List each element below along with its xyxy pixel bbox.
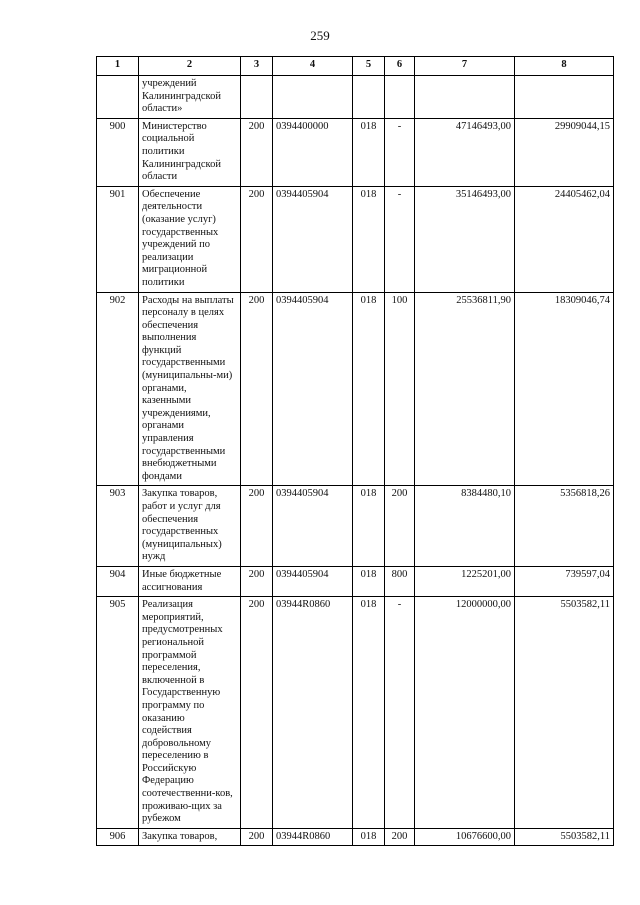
row-number: 900 <box>97 118 139 186</box>
cell-col6: 800 <box>385 566 415 596</box>
cell-col3: 200 <box>241 118 273 186</box>
cell-col6 <box>385 76 415 119</box>
cell-col3 <box>241 76 273 119</box>
cell-col7: 10676600,00 <box>415 828 515 846</box>
cell-col4: 03944R0860 <box>273 597 353 829</box>
row-name: Закупка товаров, работ и услуг для обеспечения государственных (муниципальных) нужд <box>139 486 241 567</box>
column-header: 1 <box>97 57 139 76</box>
row-number: 902 <box>97 292 139 486</box>
cell-col4: 0394400000 <box>273 118 353 186</box>
column-header: 4 <box>273 57 353 76</box>
row-number: 904 <box>97 566 139 596</box>
table-row <box>97 118 614 186</box>
row-name: Расходы на выплаты персоналу в целях обеспечения выполнения функций государственными (муниципальны-ми) органами, казенными учреждениями, органами управления государственными внебюджетными фондами <box>139 292 241 486</box>
row-name: Министерство социальной политики Калининградской области <box>139 118 241 186</box>
column-header: 3 <box>241 57 273 76</box>
cell-col7: 25536811,90 <box>415 292 515 486</box>
cell-col5: 018 <box>353 486 385 567</box>
row-number: 905 <box>97 597 139 829</box>
budget-table <box>96 56 614 846</box>
cell-col8: 5503582,11 <box>515 597 614 829</box>
row-name: Реализация мероприятий, предусмотренных региональной программой переселения, включенной в Государственную программу по оказанию содействия добровольному переселению в Российскую Федерацию соотечественни-ков, проживаю-щих за рубежом <box>139 597 241 829</box>
cell-col5: 018 <box>353 292 385 486</box>
cell-col5: 018 <box>353 118 385 186</box>
cell-col4: 0394405904 <box>273 566 353 596</box>
cell-col5: 018 <box>353 828 385 846</box>
cell-col4: 0394405904 <box>273 292 353 486</box>
column-header: 5 <box>353 57 385 76</box>
cell-col5: 018 <box>353 597 385 829</box>
table-row <box>97 486 614 567</box>
cell-col3: 200 <box>241 597 273 829</box>
cell-col8: 739597,04 <box>515 566 614 596</box>
cell-col6: - <box>385 118 415 186</box>
cell-col3: 200 <box>241 566 273 596</box>
page-number: 259 <box>310 28 330 43</box>
cell-col7: 47146493,00 <box>415 118 515 186</box>
column-header: 2 <box>139 57 241 76</box>
row-number: 906 <box>97 828 139 846</box>
cell-col6: - <box>385 186 415 292</box>
cell-col4: 0394405904 <box>273 486 353 567</box>
cell-col7: 12000000,00 <box>415 597 515 829</box>
cell-col3: 200 <box>241 186 273 292</box>
cell-col5: 018 <box>353 186 385 292</box>
cell-col8: 24405462,04 <box>515 186 614 292</box>
cell-col6: - <box>385 597 415 829</box>
cell-col7: 35146493,00 <box>415 186 515 292</box>
row-number: 903 <box>97 486 139 567</box>
cell-col8: 18309046,74 <box>515 292 614 486</box>
cell-col4: 03944R0860 <box>273 828 353 846</box>
cell-col6: 200 <box>385 828 415 846</box>
row-name: учреждений Калининградской области» <box>139 76 241 119</box>
cell-col7: 8384480,10 <box>415 486 515 567</box>
table-row <box>97 566 614 596</box>
cell-col7: 1225201,00 <box>415 566 515 596</box>
table-row <box>97 828 614 846</box>
cell-col6: 200 <box>385 486 415 567</box>
column-header: 7 <box>415 57 515 76</box>
cell-col3: 200 <box>241 486 273 567</box>
cell-col7 <box>415 76 515 119</box>
row-name: Иные бюджетные ассигнования <box>139 566 241 596</box>
row-number: 901 <box>97 186 139 292</box>
cell-col4: 0394405904 <box>273 186 353 292</box>
column-header: 8 <box>515 57 614 76</box>
cell-col8 <box>515 76 614 119</box>
cell-col8: 5356818,26 <box>515 486 614 567</box>
cell-col8: 5503582,11 <box>515 828 614 846</box>
row-name: Обеспечение деятельности (оказание услуг) государственных учреждений по реализации миграционной политики <box>139 186 241 292</box>
column-header: 6 <box>385 57 415 76</box>
table-row <box>97 292 614 486</box>
cell-col3: 200 <box>241 828 273 846</box>
table-row <box>97 597 614 829</box>
table-row <box>97 186 614 292</box>
row-number <box>97 76 139 119</box>
row-name: Закупка товаров, <box>139 828 241 846</box>
table-header-row <box>97 57 614 76</box>
cell-col6: 100 <box>385 292 415 486</box>
cell-col5: 018 <box>353 566 385 596</box>
cell-col4 <box>273 76 353 119</box>
table-row <box>97 76 614 119</box>
cell-col8: 29909044,15 <box>515 118 614 186</box>
cell-col5 <box>353 76 385 119</box>
cell-col3: 200 <box>241 292 273 486</box>
